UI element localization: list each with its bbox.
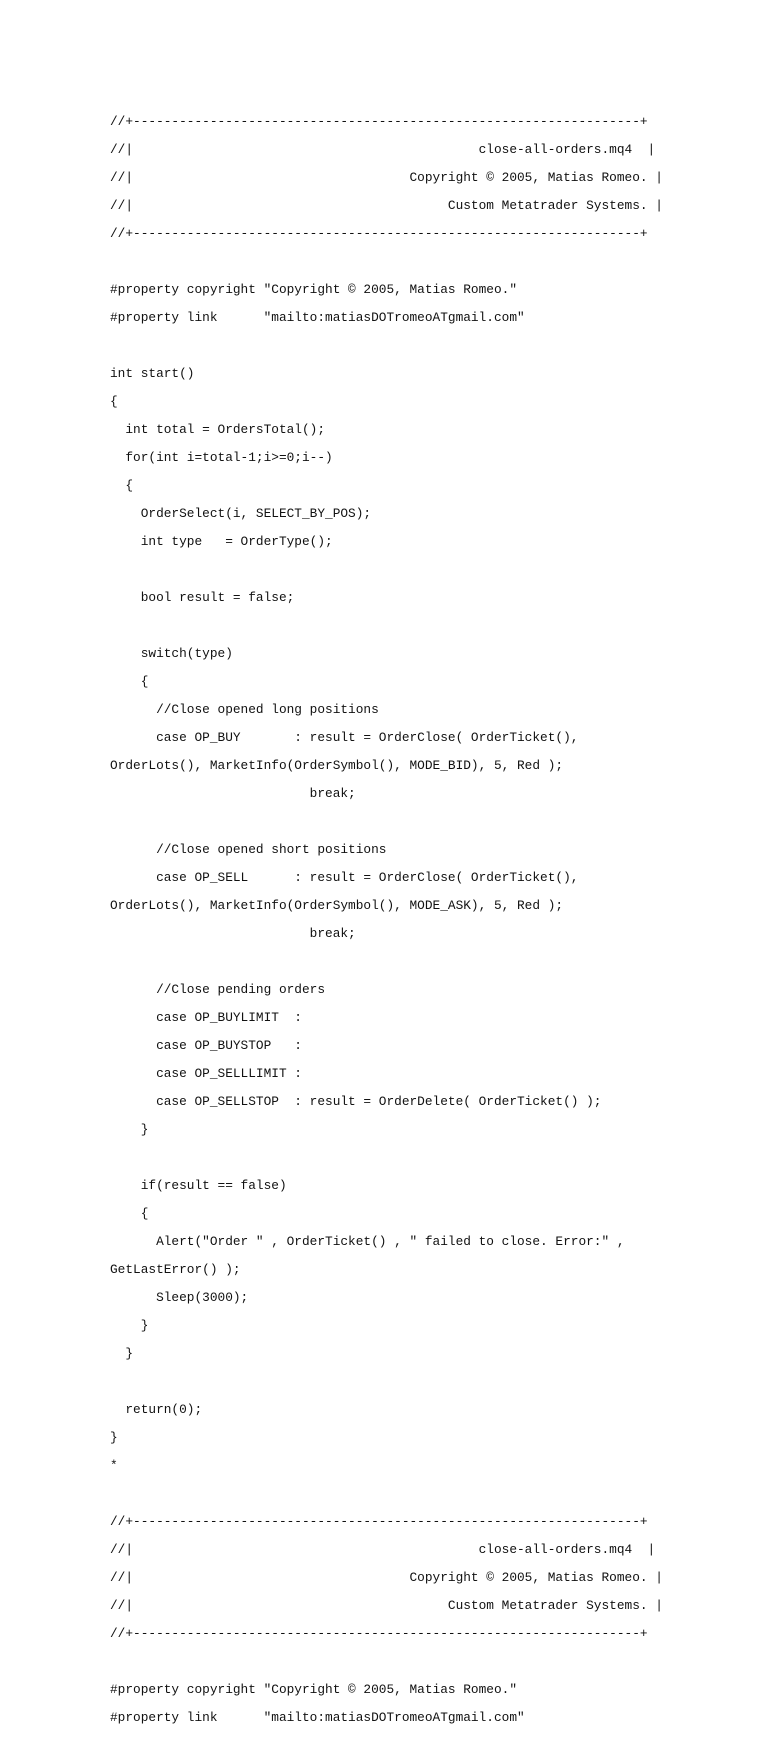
code-line — [110, 563, 663, 577]
code-line: //| Custom Metatrader Systems. | — [110, 1598, 663, 1613]
code-line: //| close-all-orders.mq4 | — [110, 1542, 656, 1557]
code-line — [110, 619, 663, 633]
code-line: { — [110, 1206, 149, 1221]
code-line: if(result == false) — [110, 1178, 287, 1193]
code-line — [110, 1375, 663, 1389]
code-line: //| Copyright © 2005, Matias Romeo. | — [110, 1570, 663, 1585]
code-line: //+------------------------------------------------------------------+ — [110, 226, 648, 241]
code-line: //+------------------------------------------------------------------+ — [110, 114, 648, 129]
code-line: case OP_BUY : result = OrderClose( OrderTicket(), — [110, 730, 579, 745]
code-line: } — [110, 1122, 149, 1137]
code-line: Sleep(3000); — [110, 1290, 249, 1305]
code-line: //| close-all-orders.mq4 | — [110, 142, 656, 157]
code-line: } — [110, 1318, 149, 1333]
code-line: * — [110, 1458, 118, 1473]
code-line: //Close opened short positions — [110, 842, 387, 857]
code-line: bool result = false; — [110, 590, 295, 605]
code-line: //+------------------------------------------------------------------+ — [110, 1626, 648, 1641]
code-line: //| Copyright © 2005, Matias Romeo. | — [110, 170, 663, 185]
code-line — [110, 255, 663, 269]
code-line: { — [110, 478, 134, 493]
code-line: case OP_SELL : result = OrderClose( OrderTicket(), — [110, 870, 579, 885]
code-line: { — [110, 394, 118, 409]
code-line: Alert("Order " , OrderTicket() , " failed to close. Error:" , — [110, 1234, 625, 1249]
code-line — [110, 1151, 663, 1165]
code-line: //Close opened long positions — [110, 702, 379, 717]
code-line: #property link "mailto:matiasDOTromeoATgmail.com" — [110, 310, 525, 325]
code-line: OrderSelect(i, SELECT_BY_POS); — [110, 506, 372, 521]
code-line: } — [110, 1346, 134, 1361]
code-line: case OP_BUYSTOP : — [110, 1038, 302, 1053]
code-line: break; — [110, 926, 356, 941]
code-line — [110, 955, 663, 969]
code-line — [110, 339, 663, 353]
code-listing — [110, 115, 663, 1739]
code-line: } — [110, 1430, 118, 1445]
code-line: { — [110, 674, 149, 689]
code-line: int total = OrdersTotal(); — [110, 422, 326, 437]
code-line: int type = OrderType(); — [110, 534, 333, 549]
code-line: case OP_SELLLIMIT : — [110, 1066, 302, 1081]
code-line: //| Custom Metatrader Systems. | — [110, 198, 663, 213]
code-line: GetLastError() ); — [110, 1262, 241, 1277]
code-line — [110, 1487, 663, 1501]
code-line: switch(type) — [110, 646, 233, 661]
code-line: return(0); — [110, 1402, 203, 1417]
code-line: //+------------------------------------------------------------------+ — [110, 1514, 648, 1529]
code-line: #property link "mailto:matiasDOTromeoATgmail.com" — [110, 1710, 525, 1725]
code-line: #property copyright "Copyright © 2005, Matias Romeo." — [110, 282, 518, 297]
code-line: OrderLots(), MarketInfo(OrderSymbol(), MODE_ASK), 5, Red ); — [110, 898, 564, 913]
code-line: case OP_SELLSTOP : result = OrderDelete( OrderTicket() ); — [110, 1094, 602, 1109]
code-line: break; — [110, 786, 356, 801]
code-line — [110, 815, 663, 829]
code-line: //Close pending orders — [110, 982, 326, 997]
code-line: int start() — [110, 366, 195, 381]
code-line: #property copyright "Copyright © 2005, Matias Romeo." — [110, 1682, 518, 1697]
code-line — [110, 1655, 663, 1669]
code-line: case OP_BUYLIMIT : — [110, 1010, 302, 1025]
code-line: OrderLots(), MarketInfo(OrderSymbol(), MODE_BID), 5, Red ); — [110, 758, 564, 773]
code-line: for(int i=total-1;i>=0;i--) — [110, 450, 333, 465]
